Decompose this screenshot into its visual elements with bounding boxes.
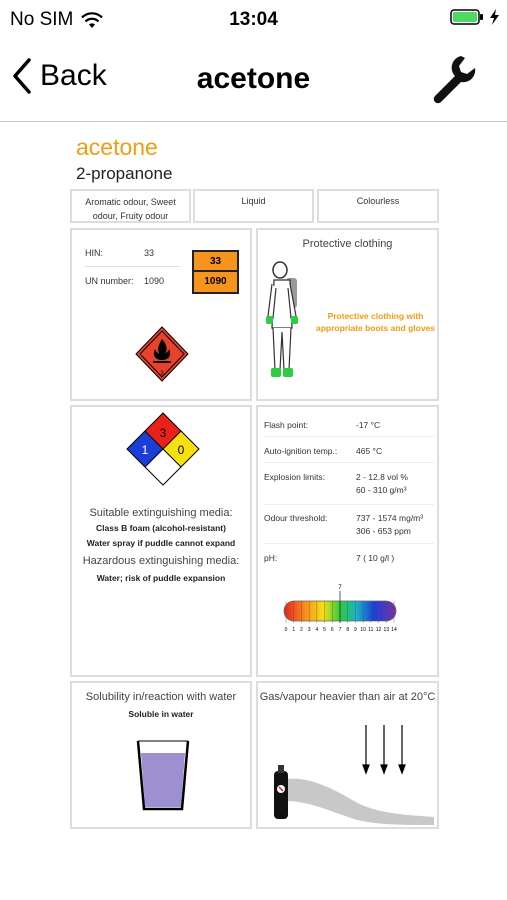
flash-label: Flash point: [264,420,308,430]
plate-top: 33 [194,252,237,272]
ph-tick-label: 9 [354,627,357,633]
odour-value-1: 737 - 1574 mg/m³ [356,513,424,523]
ph-tick-label: 11 [368,627,374,633]
ph-tick-label: 2 [300,627,303,633]
ph-row [264,548,434,570]
suitable-title: Suitable extinguishing media: [89,507,233,519]
odour-text: Aromatic odour, Sweet odour, Fruity odour [85,197,176,221]
extinguishing-box [70,405,252,677]
nfpa-reactivity: 0 [177,443,185,457]
ph-tick-label: 6 [330,627,334,633]
auto-value: 465 °C [356,446,383,456]
ph-tick-label: 5 [323,627,326,633]
state-box [193,189,314,223]
state-text: Liquid [241,196,266,206]
ph-tick-label: 1 [292,627,296,633]
colour-box [317,189,439,223]
flammable-liquid-icon [134,325,190,383]
ph-tick-label: 13 [383,627,390,633]
nfpa-fire: 3 [159,426,167,440]
odour-label: Odour threshold: [264,513,328,523]
heavier-than-air-icon [264,721,434,827]
ph-tick-label: 4 [315,627,319,633]
vapour-box [256,681,439,829]
hazard-id-box [70,228,252,401]
ph-tick-label: 0 [284,627,288,633]
ph-tick-label: 3 [307,627,311,633]
plate-bottom: 1090 [204,276,227,287]
odour-box [70,189,191,223]
ph-label: pH: [264,553,278,563]
ph-scale-icon [280,579,400,639]
class-number: 3 [160,371,164,377]
nfpa-diamond-icon [126,409,200,499]
vapour-title: Gas/vapour heavier than air at 20°C [259,691,436,703]
auto-ignition-row [264,441,434,463]
settings-button[interactable] [431,54,477,111]
clock: 13:04 [229,9,278,30]
page-title: acetone [196,62,311,95]
expl-value-1: 2 - 12.8 vol % [356,472,408,482]
hin-label: HIN: [85,248,103,258]
ph-tick-label: 10 [360,627,366,633]
suitable-line-2: Water spray if puddle cannot expand [86,538,236,548]
carrier-label: No SIM [10,9,74,30]
substance-name: acetone [76,134,158,160]
solubility-box [70,681,252,829]
charging-icon [490,9,499,25]
hazardous-line-1: Water; risk of puddle expansion [96,573,226,583]
back-label: Back [40,59,107,92]
odour-value-2: 306 - 653 ppm [356,526,411,536]
ph-marker-label: 7 [338,585,342,591]
flash-value: -17 °C [356,420,381,430]
odour-threshold-row [264,508,434,544]
water-glass-icon [136,739,190,811]
expl-label: Explosion limits: [264,472,325,482]
ph-tick-label: 14 [391,627,397,633]
ph-value: 7 ( 10 g/l ) [356,553,395,563]
un-label: UN number: [85,276,134,286]
nfpa-health: 1 [141,443,149,457]
orange-plate [192,250,239,294]
protective-text: Protective clothing with appropriate boots and gloves [315,311,436,333]
battery-icon [450,9,484,25]
hin-value: 33 [144,248,155,258]
expl-value-2: 60 - 310 g/m³ [356,485,407,495]
flash-row [264,417,434,437]
un-value: 1090 [144,276,165,286]
protective-suit-icon [266,258,306,388]
auto-label: Auto-ignition temp.: [264,446,338,456]
protective-clothing-box [256,228,439,401]
solubility-title: Solubility in/reaction with water [85,691,237,703]
explosion-row [264,467,434,505]
hazardous-title: Hazardous extinguishing media: [82,555,240,567]
suitable-line-1: Class B foam (alcohol-resistant) [96,523,226,533]
physical-properties-box [256,405,439,677]
wrench-icon [431,54,477,106]
substance-synonym: 2-propanone [76,164,173,183]
ph-tick-label: 7 [338,627,342,633]
status-bar [0,0,507,40]
battery-group [450,9,499,25]
ph-tick-label: 12 [375,627,382,633]
colour-text: Colourless [356,196,400,206]
navigation-bar [0,40,507,122]
solubility-text: Soluble in water [128,709,194,719]
protective-title: Protective clothing [302,238,393,250]
ph-tick-label: 8 [346,627,350,633]
